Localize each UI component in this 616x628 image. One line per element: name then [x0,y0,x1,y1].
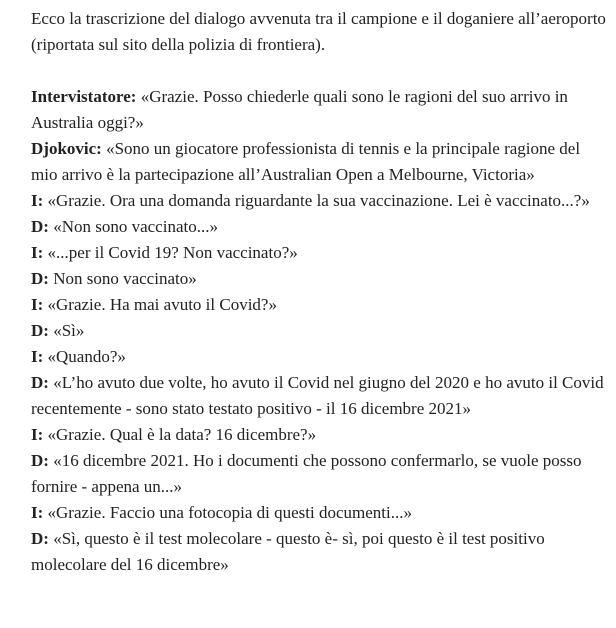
speaker-label: Intervistatore: [31,87,137,106]
dialogue-text: «Grazie. Ora una domanda riguardante la sua vaccinazione. Lei è vaccinato...?» [43,191,590,210]
dialogue-text: «...per il Covid 19? Non vaccinato?» [43,243,298,262]
speaker-label: I: [31,503,44,522]
dialogue-text: «Grazie. Qual è la data? 16 dicembre?» [43,425,317,444]
dialogue-line [31,344,607,370]
dialogue-line [31,240,607,266]
dialogue-text: «Sono un giocatore professionista di tennis e la principale ragione del mio arrivo è la partecipazione all’Australian Open a Melbourne, Victoria» [31,139,581,184]
article-body [31,6,607,578]
speaker-label: D: [31,217,49,236]
speaker-label: I: [31,347,44,366]
dialogue-line [31,448,607,500]
speaker-label: I: [31,243,44,262]
speaker-label: Djokovic: [31,139,102,158]
dialogue-line [31,422,607,448]
dialogue-line [31,266,607,292]
dialogue-text: Non sono vaccinato» [48,269,197,288]
dialogue-line [31,292,607,318]
dialogue-line [31,84,607,136]
dialogue-text: «16 dicembre 2021. Ho i documenti che possono confermarlo, se vuole posso fornire - appena un...» [31,451,582,496]
dialogue-line [31,214,607,240]
speaker-label: I: [31,295,44,314]
dialogue-text: «L’ho avuto due volte, ho avuto il Covid nel giugno del 2020 e ho avuto il Covid recentemente - sono stato testato positivo - il 16 dicembre 2021» [31,373,604,418]
intro-paragraph: Ecco la trascrizione del dialogo avvenuta tra il campione e il doganiere all’aeroporto (riportata sul sito della polizia di frontiera). [31,9,606,54]
speaker-label: D: [31,451,49,470]
speaker-label: I: [31,425,44,444]
dialogue-line [31,500,607,526]
dialogue-text: «Non sono vaccinato...» [48,217,218,236]
dialogue-text: «Grazie. Ha mai avuto il Covid?» [43,295,277,314]
dialogue-text: «Sì» [48,321,85,340]
speaker-label: D: [31,269,49,288]
dialogue-text: «Grazie. Posso chiederle quali sono le ragioni del suo arrivo in Australia oggi?» [31,87,568,132]
dialogue-text: «Sì, questo è il test molecolare - questo è- sì, poi questo è il test positivo molecolare del 16 dicembre» [31,529,545,574]
speaker-label: I: [31,191,44,210]
dialogue-line [31,370,607,422]
speaker-label: D: [31,529,49,548]
dialogue-line [31,136,607,188]
dialogue-line [31,526,607,578]
dialogue-line [31,188,607,214]
dialogue-text: «Grazie. Faccio una fotocopia di questi documenti...» [43,503,412,522]
speaker-label: D: [31,373,49,392]
speaker-label: D: [31,321,49,340]
dialogue-line [31,318,607,344]
dialogue-text: «Quando?» [43,347,126,366]
